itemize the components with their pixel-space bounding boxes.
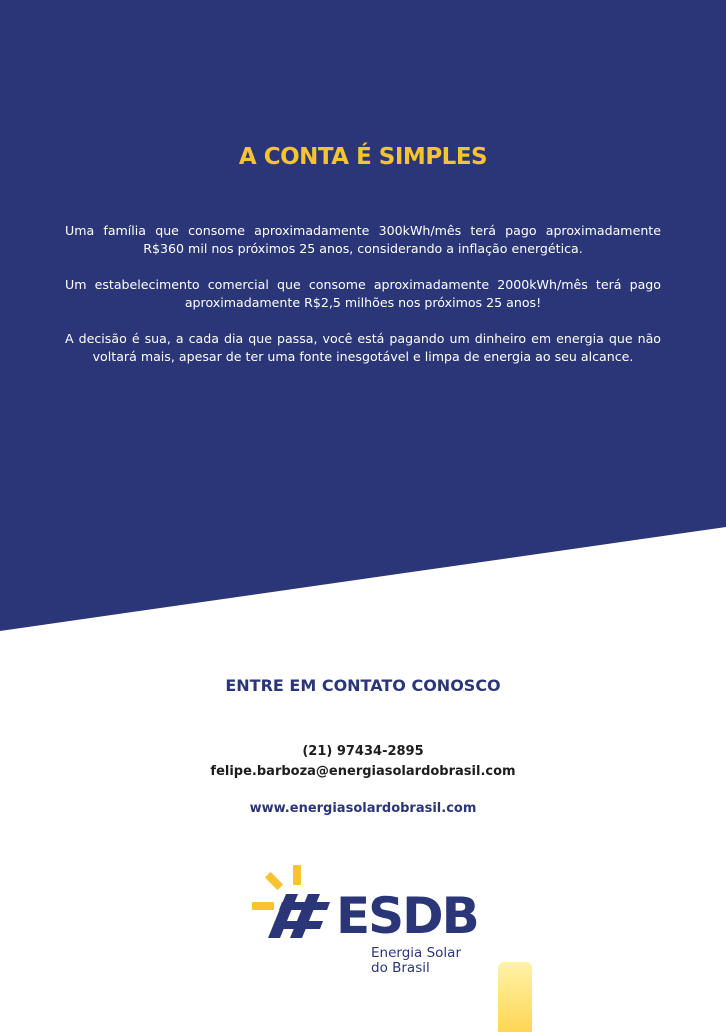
contact-phone[interactable]: (21) 97434-2895 <box>302 744 424 759</box>
paragraph-commercial: Um estabelecimento comercial que consome aproximadamente 2000kWh/mês terá pago aproximadamente R$2,5 milhões nos próximos 25 anos! <box>65 277 661 310</box>
contact-website[interactable]: www.energiasolardobrasil.com <box>249 801 477 816</box>
yellow-accent-bar <box>498 962 532 1032</box>
logo-tagline-line2: do Brasil <box>371 960 430 976</box>
contact-email[interactable]: felipe.barboza@energiasolardobrasil.com <box>210 764 516 779</box>
logo-tagline <box>371 946 461 976</box>
paragraph-decision: A decisão é sua, a cada dia que passa, você está pagando um dinheiro em energia que não voltará mais, apesar de ter uma fonte inesgotável e limpa de energia ao seu alcance. <box>65 331 661 364</box>
hash-mark <box>268 894 330 938</box>
logo-wordmark: ESDB <box>336 887 478 945</box>
section-title: A CONTA É SIMPLES <box>238 144 488 170</box>
contact-title: ENTRE EM CONTATO CONOSCO <box>225 676 501 695</box>
paragraph-family: Uma família que consome aproximadamente 300kWh/mês terá pago aproximadamente R$360 mil nos próximos 25 anos, considerando a inflação energética. <box>65 223 661 256</box>
logo-tagline-line1: Energia Solar <box>371 945 461 961</box>
